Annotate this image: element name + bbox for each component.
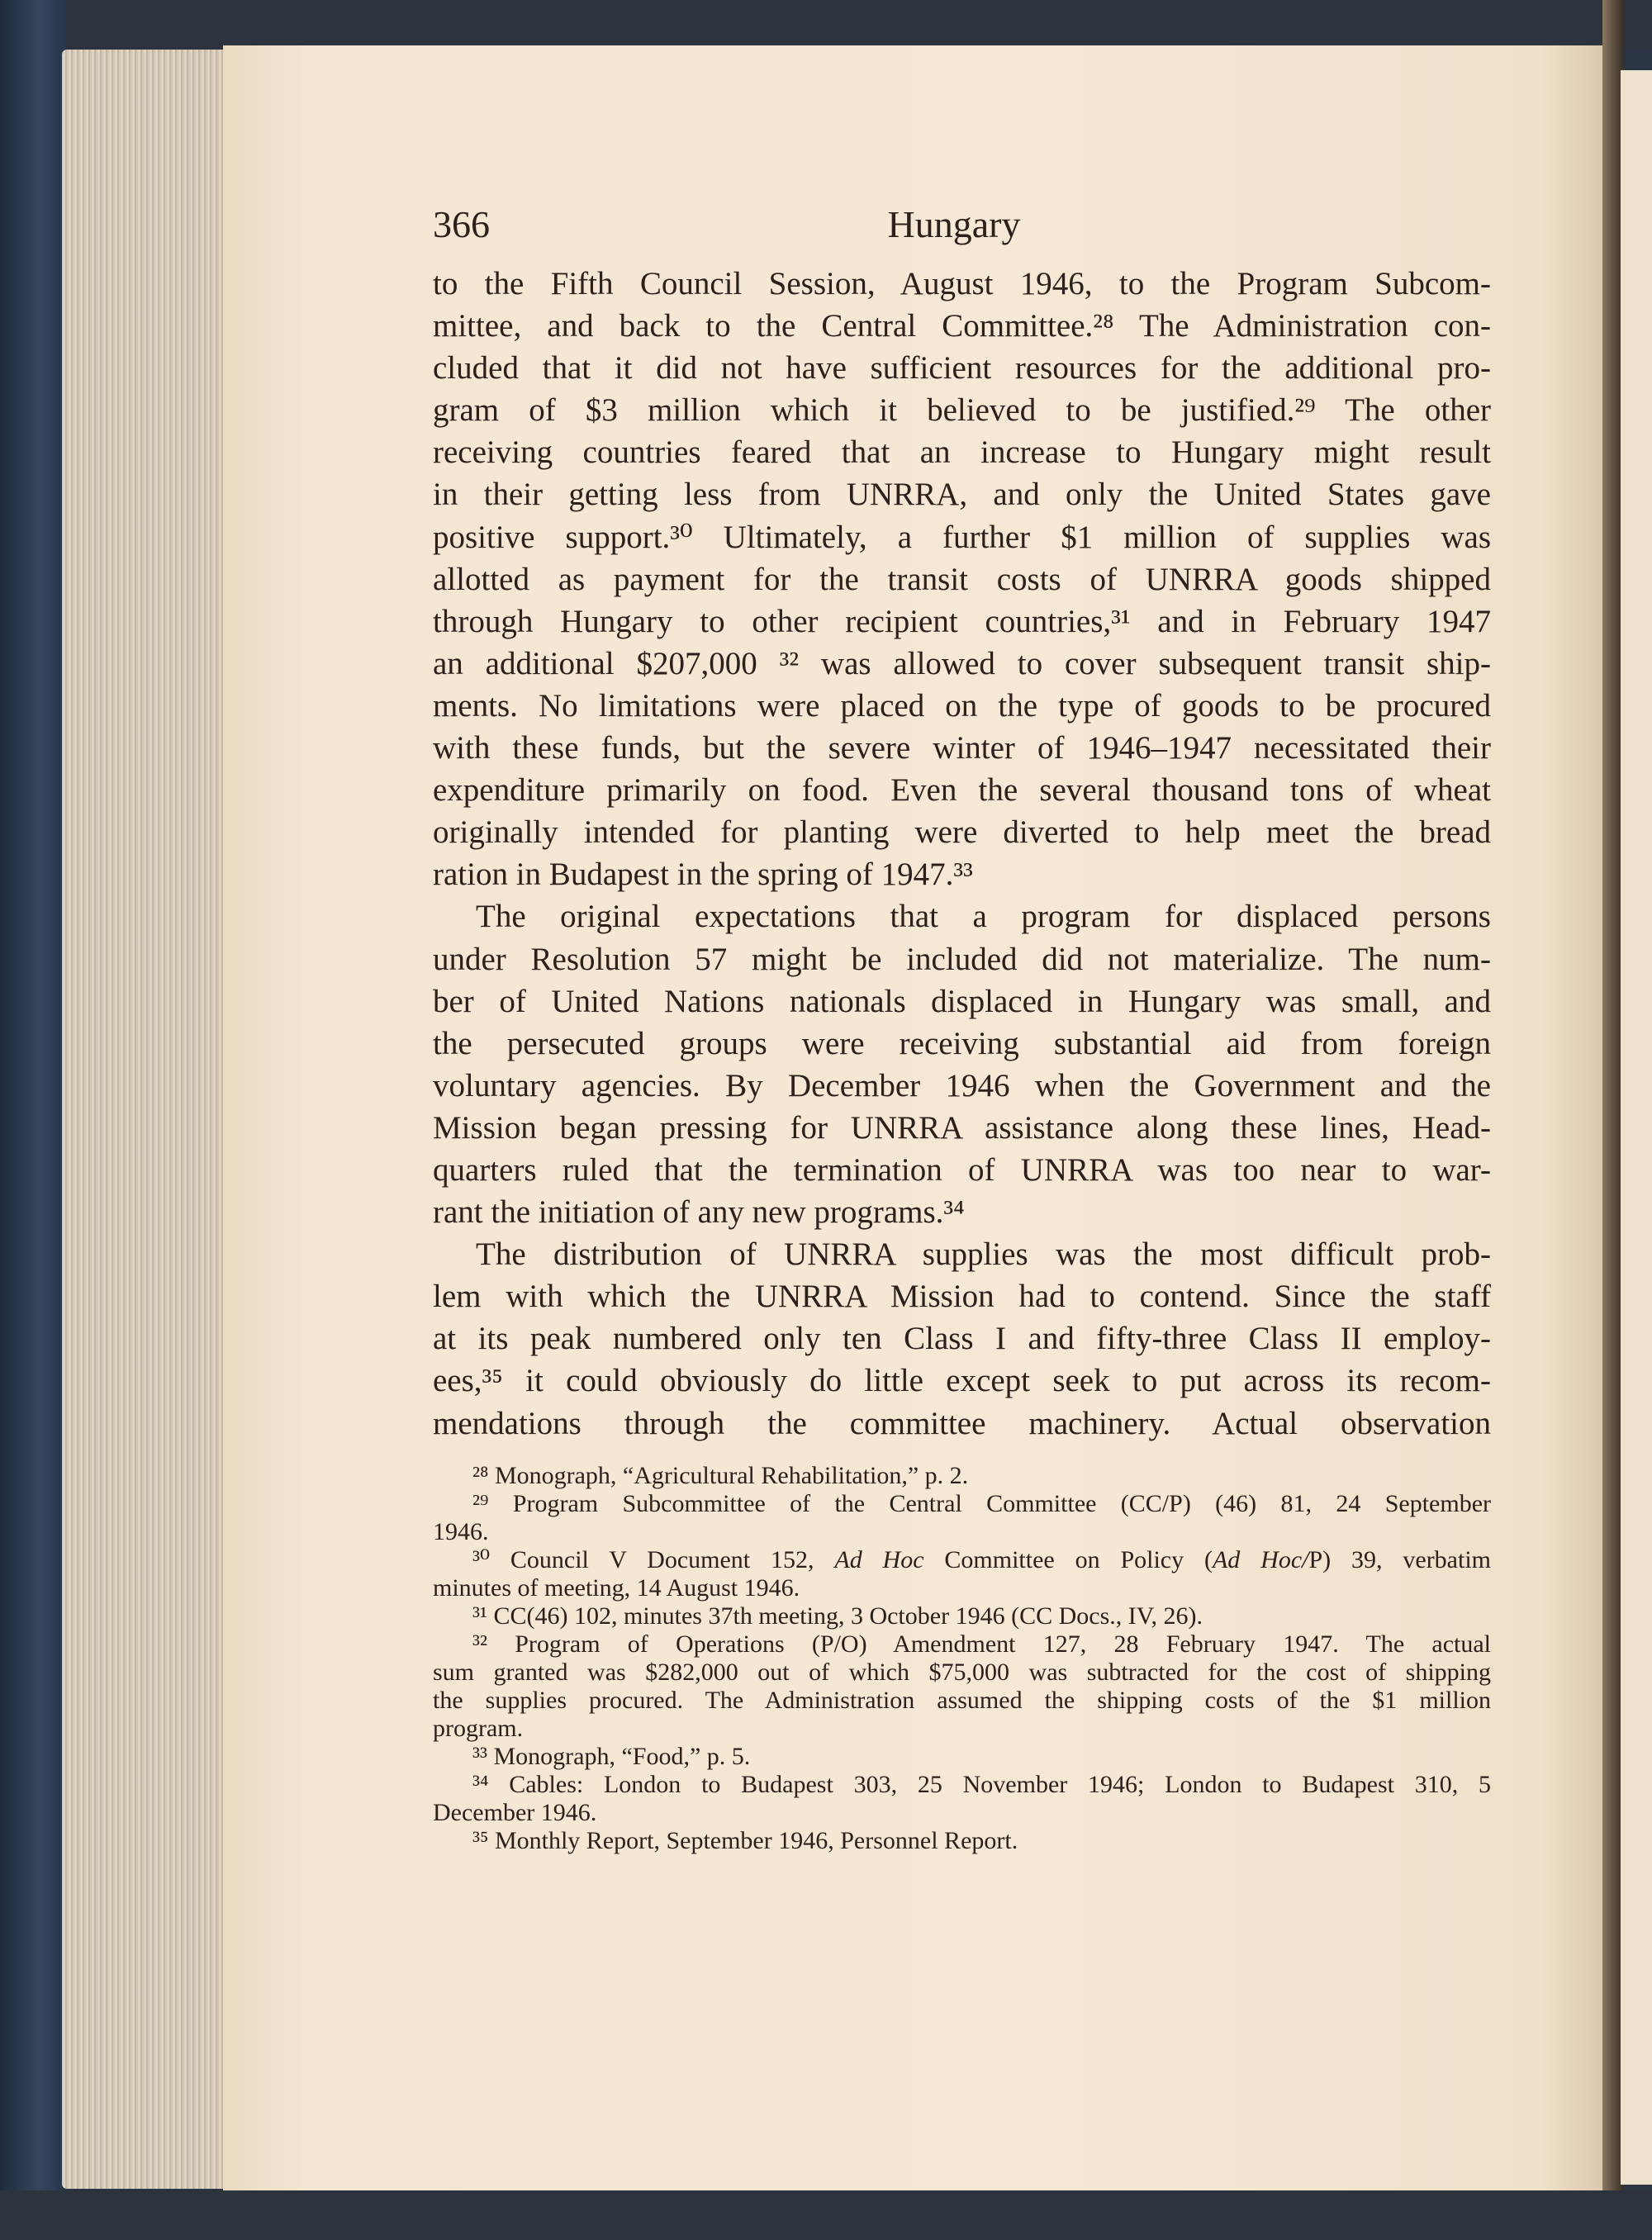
- text-line: ees,³⁵ it could obviously do little except seek to put across its recom-: [433, 1363, 1491, 1399]
- text-line: to the Fifth Council Session, August 1946, to the Program Subcom-: [433, 266, 1491, 301]
- scan-background-bottom: [0, 2190, 1652, 2240]
- footnote-30: [433, 1546, 1491, 1602]
- text-line: in their getting less from UNRRA, and only the United States gave: [433, 477, 1491, 513]
- footnote-line: ²⁸ Monograph, “Agricultural Rehabilitation,” p. 2.: [472, 1462, 969, 1489]
- body-text: [433, 263, 1491, 1445]
- footnote-line: minutes of meeting, 14 August 1946.: [433, 1574, 800, 1602]
- paragraph: [433, 263, 1491, 895]
- text-segment: P) 39, verbatim: [1308, 1546, 1492, 1573]
- footnote-line: ²⁹ Program Subcommittee of the Central Committee (CC/P) (46) 81, 24 September: [472, 1490, 1491, 1517]
- footnote-line: sum granted was $282,000 out of which $75,000 was subtracted for the cost of shipping: [433, 1659, 1491, 1686]
- text-line: quarters ruled that the termination of UNRRA was too near to war-: [433, 1151, 1491, 1188]
- text-segment: ³⁰ Council V Document 152,: [472, 1546, 835, 1573]
- text-line: under Resolution 57 might be included did not materialize. The num-: [433, 941, 1491, 977]
- paragraph: [433, 1233, 1491, 1444]
- text-line: allotted as payment for the transit costs of UNRRA goods shipped: [433, 561, 1491, 597]
- footnote-line: ³³ Monograph, “Food,” p. 5.: [472, 1743, 751, 1770]
- footnote-33: [433, 1743, 1491, 1771]
- footnote-31: [433, 1602, 1491, 1630]
- footnote-32: [433, 1630, 1491, 1743]
- footnotes: [433, 1462, 1491, 1855]
- footnote-line: [433, 1546, 1491, 1574]
- text-line: receiving countries feared that an increase to Hungary might result: [433, 434, 1491, 471]
- text-line: the persecuted groups were receiving substantial aid from foreign: [433, 1025, 1491, 1061]
- page-stack-edge: [62, 50, 235, 2189]
- footnote-34: [433, 1771, 1491, 1827]
- italic-text: Ad Hoc: [834, 1546, 924, 1573]
- text-line: The distribution of UNRRA supplies was the most difficult prob-: [476, 1236, 1491, 1273]
- footnote-line: ³⁵ Monthly Report, September 1946, Personnel Report.: [472, 1827, 1018, 1854]
- text-line: ration in Budapest in the spring of 1947.³³: [433, 857, 973, 893]
- text-line: positive support.³⁰ Ultimately, a further $1 million of supplies was: [433, 519, 1491, 555]
- footnote-line: ³² Program of Operations (P/O) Amendment 127, 28 February 1947. The actual: [472, 1630, 1491, 1658]
- text-line: originally intended for planting were diverted to help meet the bread: [433, 814, 1491, 851]
- footnote-28: [433, 1462, 1491, 1490]
- text-line: Mission began pressing for UNRRA assistance along these lines, Head-: [433, 1109, 1491, 1146]
- text-line: rant the initiation of any new programs.³⁴: [433, 1194, 965, 1231]
- text-line: ments. No limitations were placed on the type of goods to be procured: [433, 687, 1491, 724]
- page-number: 366: [433, 203, 490, 245]
- text-line: lem with which the UNRRA Mission had to contend. Since the staff: [433, 1279, 1491, 1315]
- italic-text: Ad Hoc/: [1212, 1546, 1309, 1573]
- running-title: Hungary: [887, 203, 1021, 245]
- text-line: voluntary agencies. By December 1946 when the Government and the: [433, 1067, 1491, 1103]
- footnote-29: [433, 1490, 1491, 1546]
- facing-page-edge: [1621, 70, 1652, 2185]
- text-line: expenditure primarily on food. Even the several thousand tons of wheat: [433, 772, 1491, 809]
- footnote-line: 1946.: [433, 1518, 489, 1545]
- text-line: with these funds, but the severe winter of 1946–1947 necessitated their: [433, 730, 1491, 766]
- text-line: an additional $207,000 ³² was allowed to cover subsequent transit ship-: [433, 645, 1491, 681]
- text-line: through Hungary to other recipient countries,³¹ and in February 1947: [433, 603, 1491, 639]
- footnote-line: December 1946.: [433, 1799, 597, 1826]
- text-line: ber of United Nations nationals displaced in Hungary was small, and: [433, 983, 1491, 1019]
- book-binding: [0, 0, 66, 2240]
- footnote-35: [433, 1827, 1491, 1855]
- scan-background-top: [0, 0, 1652, 48]
- text-line: The original expectations that a program for displaced persons: [476, 899, 1491, 935]
- paragraph: [433, 895, 1491, 1233]
- footnote-line: program.: [433, 1715, 524, 1742]
- text-segment: Committee on Policy (: [923, 1546, 1213, 1573]
- text-line: cluded that it did not have sufficient resources for the additional pro-: [433, 350, 1491, 387]
- footnote-line: ³⁴ Cables: London to Budapest 303, 25 November 1946; London to Budapest 310, 5: [472, 1771, 1491, 1798]
- text-line: gram of $3 million which it believed to be justified.²⁹ The other: [433, 392, 1491, 429]
- text-line: mittee, and back to the Central Committee.²⁸ The Administration con-: [433, 308, 1491, 344]
- text-line: mendations through the committee machinery. Actual observation: [433, 1405, 1491, 1441]
- text-line: at its peak numbered only ten Class I and fifty-three Class II employ-: [433, 1321, 1491, 1357]
- footnote-line: the supplies procured. The Administration assumed the shipping costs of the $1 million: [433, 1687, 1491, 1714]
- footnote-line: ³¹ CC(46) 102, minutes 37th meeting, 3 October 1946 (CC Docs., IV, 26).: [472, 1602, 1203, 1630]
